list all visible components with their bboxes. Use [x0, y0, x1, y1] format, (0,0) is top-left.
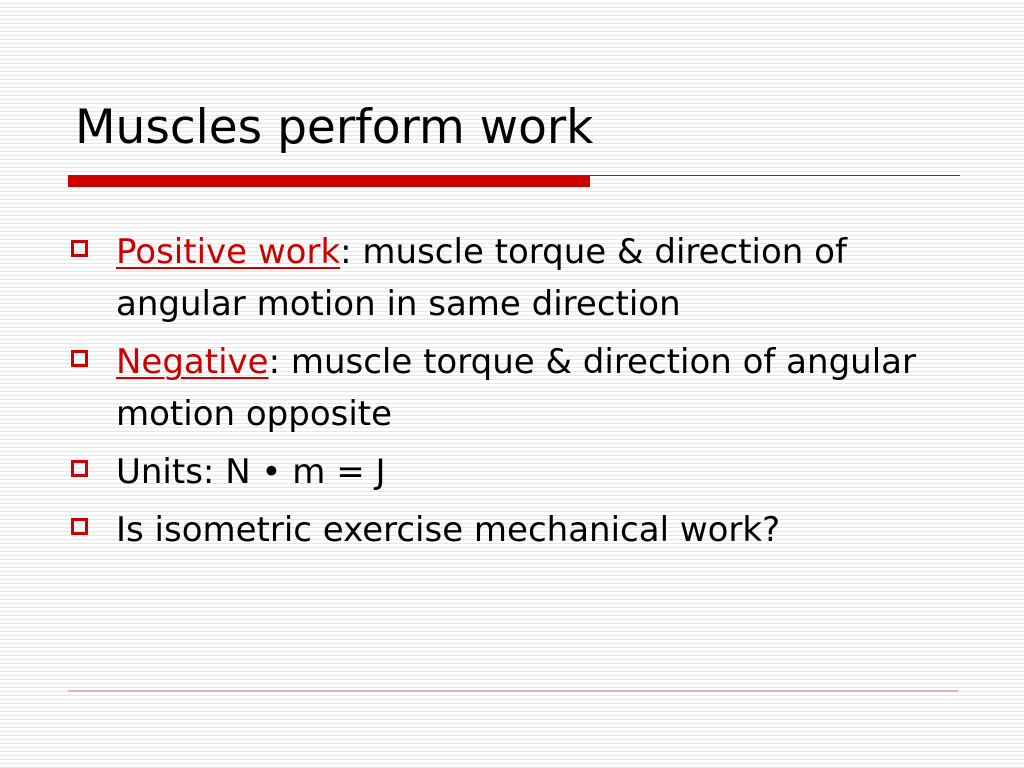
bullet-text: Is isometric exercise mechanical work? — [116, 510, 781, 550]
bullet-question — [68, 504, 968, 556]
hollow-square-bullet-icon — [71, 518, 88, 535]
footer-divider — [68, 690, 958, 692]
bullet-text: Units: N • m = J — [116, 452, 386, 492]
bullet-text: : muscle torque & direction of angular motion in same direction — [116, 232, 847, 324]
bullet-units — [68, 446, 968, 498]
hollow-square-bullet-icon — [71, 350, 88, 367]
bullet-negative-work — [68, 336, 968, 440]
slide-title: Muscles perform work — [75, 100, 594, 155]
title-underline-thick — [68, 175, 590, 187]
bullet-text: : muscle torque & direction of angular motion opposite — [116, 342, 916, 434]
term-negative: Negative — [116, 342, 269, 382]
bullet-positive-work — [68, 226, 968, 330]
bullet-list — [68, 226, 968, 562]
title-underline-thin — [590, 175, 960, 176]
hollow-square-bullet-icon — [71, 240, 88, 257]
hollow-square-bullet-icon — [71, 460, 88, 477]
term-positive-work: Positive work — [116, 232, 341, 272]
